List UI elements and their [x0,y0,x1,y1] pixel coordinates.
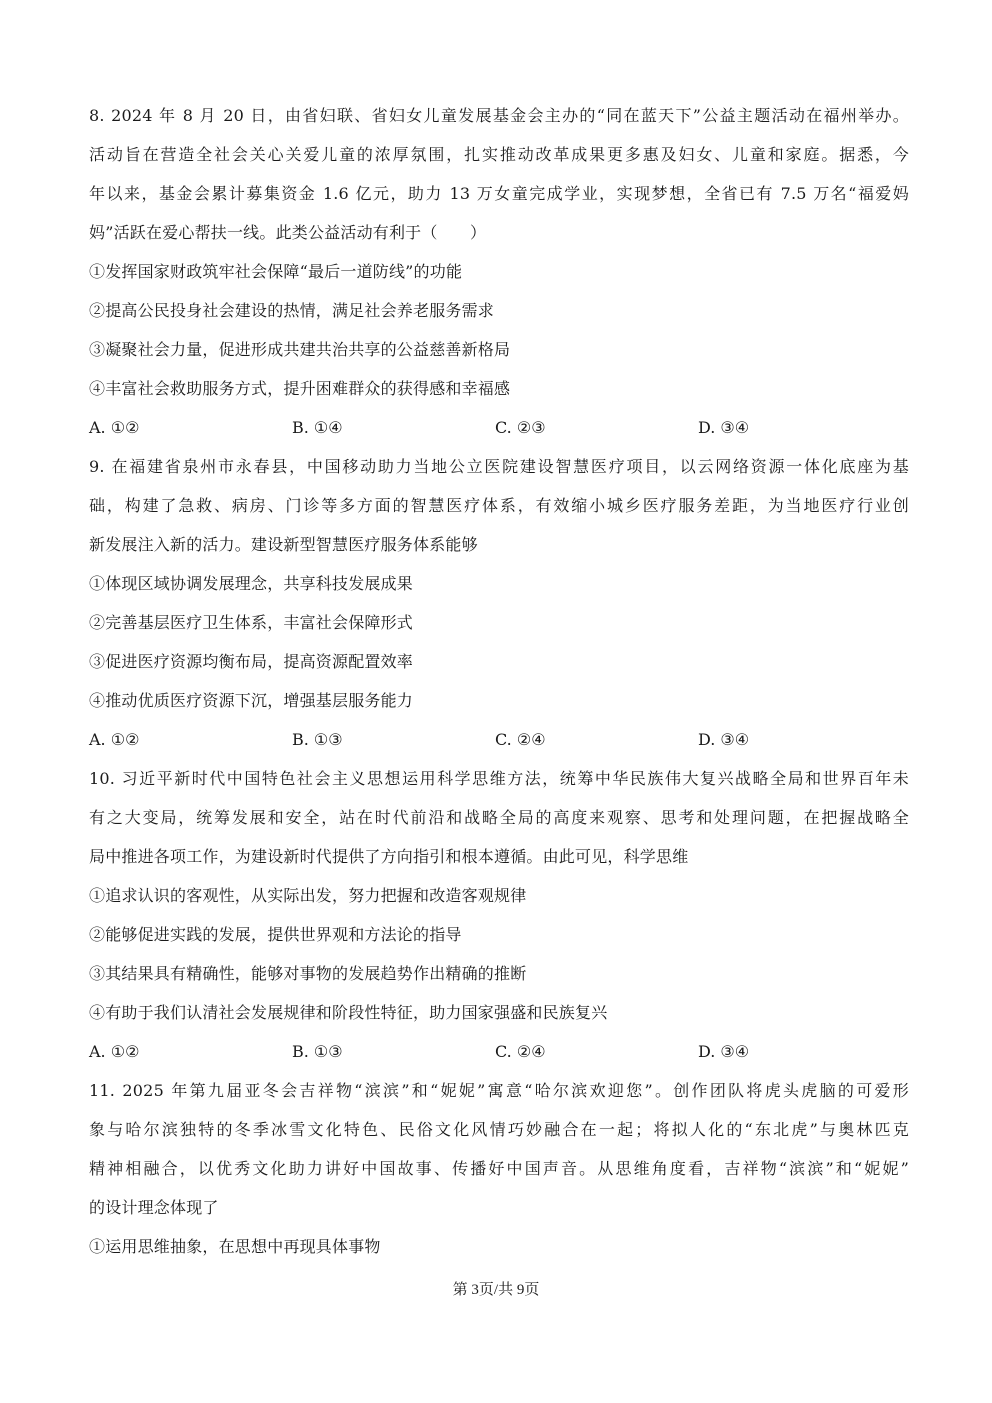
page-number-footer: 第 3页/共 9页 [452,1282,540,1298]
stem-line: 8. 2024 年 8 月 20 日，由省妇联、省妇女儿童发展基金会主办的“同在蓝天下”公益主题活动在福州举办。 [89,106,909,125]
stem-line: 妈”活跃在爱心帮扶一线。此类公益活动有利于（ ） [89,223,487,242]
option-b: B. ①③ [292,1042,343,1061]
statement-item: ②能够促进实践的发展，提供世界观和方法论的指导 [89,925,462,944]
statement-item: ②提高公民投身社会建设的热情，满足社会养老服务需求 [89,301,495,320]
option-c: C. ②③ [495,418,546,437]
page-content [89,96,909,1266]
statement-item: ①发挥国家财政筑牢社会保障“最后一道防线”的功能 [89,262,463,281]
question-8 [89,96,909,447]
stem-line: 9. 在福建省泉州市永春县，中国移动助力当地公立医院建设智慧医疗项目，以云网络资源一体化底座为基 [89,457,909,476]
statement-item: ④有助于我们认清社会发展规律和阶段性特征，助力国家强盛和民族复兴 [89,1003,608,1022]
answer-options [89,720,909,759]
option-a: A. ①② [89,730,140,749]
answer-options [89,408,909,447]
stem-line: 象与哈尔滨独特的冬季冰雪文化特色、民俗文化风情巧妙融合在一起；将拟人化的“东北虎”与奥林匹克 [89,1120,909,1139]
stem-line: 11. 2025 年第九届亚冬会吉祥物“滨滨”和“妮妮”寓意“哈尔滨欢迎您”。创作团队将虎头虎脑的可爱形 [89,1081,909,1100]
question-stem [89,447,909,564]
question-stem [89,1071,909,1227]
stem-line: 新发展注入新的活力。建设新型智慧医疗服务体系能够 [89,535,478,554]
option-d: D. ③④ [698,730,750,749]
statement-item: ④推动优质医疗资源下沉，增强基层服务能力 [89,691,414,710]
statement-item: ①追求认识的客观性，从实际出发，努力把握和改造客观规律 [89,886,527,905]
stem-line: 有之大变局，统筹发展和安全，站在时代前沿和战略全局的高度来观察、思考和处理问题，在把握战略全 [89,808,909,827]
answer-options [89,1032,909,1071]
option-d: D. ③④ [698,418,750,437]
question-10 [89,759,909,1071]
option-b: B. ①③ [292,730,343,749]
option-c: C. ②④ [495,730,546,749]
option-b: B. ①④ [292,418,343,437]
statement-item: ④丰富社会救助服务方式，提升困难群众的获得感和幸福感 [89,379,511,398]
stem-line: 年以来，基金会累计募集资金 1.6 亿元，助力 13 万女童完成学业，实现梦想，全省已有 7.5 万名“福爱妈 [89,184,909,203]
statement-item: ③其结果具有精确性，能够对事物的发展趋势作出精确的推断 [89,964,527,983]
option-c: C. ②④ [495,1042,546,1061]
option-a: A. ①② [89,1042,140,1061]
stem-line: 活动旨在营造全社会关心关爱儿童的浓厚氛围，扎实推动改革成果更多惠及妇女、儿童和家庭。据悉，今 [89,145,909,164]
statement-item: ①体现区域协调发展理念，共享科技发展成果 [89,574,414,593]
statement-item: ③凝聚社会力量，促进形成共建共治共享的公益慈善新格局 [89,340,511,359]
option-a: A. ①② [89,418,140,437]
stem-line: 精神相融合，以优秀文化助力讲好中国故事、传播好中国声音。从思维角度看，吉祥物“滨滨”和“妮妮” [89,1159,909,1178]
question-stem [89,96,909,252]
statement-item: ①运用思维抽象，在思想中再现具体事物 [89,1237,381,1256]
option-d: D. ③④ [698,1042,750,1061]
stem-line: 础，构建了急救、病房、门诊等多方面的智慧医疗体系，有效缩小城乡医疗服务差距，为当地医疗行业创 [89,496,909,515]
question-9 [89,447,909,759]
statement-item: ②完善基层医疗卫生体系，丰富社会保障形式 [89,613,414,632]
question-11 [89,1071,909,1266]
stem-line: 10. 习近平新时代中国特色社会主义思想运用科学思维方法，统筹中华民族伟大复兴战略全局和世界百年未 [89,769,909,788]
stem-line: 的设计理念体现了 [89,1198,219,1217]
stem-line: 局中推进各项工作，为建设新时代提供了方向指引和根本遵循。由此可见，科学思维 [89,847,689,866]
statement-item: ③促进医疗资源均衡布局，提高资源配置效率 [89,652,414,671]
question-stem [89,759,909,876]
